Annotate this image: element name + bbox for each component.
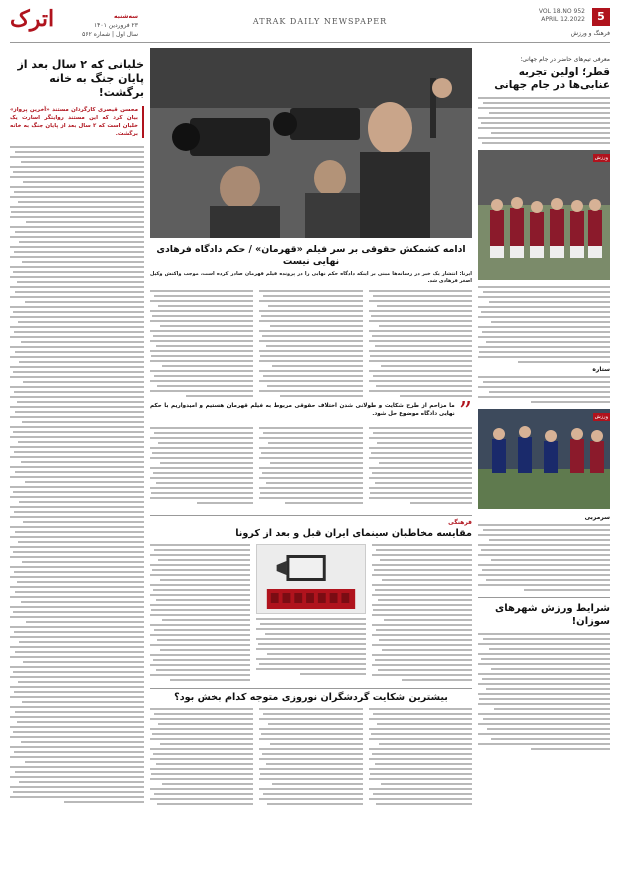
sport-photo-2-tag: ورزش xyxy=(594,414,608,420)
cinema-body xyxy=(150,544,472,684)
left-lead: محسن قیصری کارگردان مستند «آخرین پرواز» بیان کرد که این مستند روایتگر اسارت یک خلبان است که ۲ سال بعد از پایان جنگ به خانه برگشت. xyxy=(10,107,138,137)
sport-photo-1 xyxy=(478,150,610,280)
cinema-section xyxy=(150,515,472,684)
section-label: فرهنگ و ورزش xyxy=(570,30,610,37)
sport-photo-1-tag: ورزش xyxy=(594,155,608,161)
second-body-columns xyxy=(150,427,472,509)
cinema-body-col-1 xyxy=(372,544,472,684)
logo-box xyxy=(10,6,140,40)
right-sub-2: سرمربی xyxy=(584,514,610,521)
cinema-illustration xyxy=(257,545,365,614)
cinema-headline: مقایسه مخاطبان سینمای ایران قبل و بعد از کرونا xyxy=(235,528,472,539)
tourism-headline: بیشترین شکایت گردشگران نوروزی متوجه کدام بخش بود؟ xyxy=(174,692,448,703)
issue-date xyxy=(68,12,138,39)
pull-quote-text: ما مزاحم از طرح شکایت و طولانی شدن اختلاف حقوقی مربوط به فیلم قهرمان هستیم و امیدواریم با حکم نهایی دادگاه موضوع حل شود. xyxy=(150,403,455,417)
right-lead-text xyxy=(478,97,610,144)
newspaper-logo: اترک xyxy=(10,6,55,32)
tourism-body xyxy=(150,708,472,808)
main-body-col-2 xyxy=(259,290,362,398)
right-body-2 xyxy=(478,376,610,403)
football-team-image xyxy=(478,150,610,280)
masthead-rule xyxy=(10,42,610,43)
tourism-body-col-1 xyxy=(369,708,472,808)
sport-photo-2 xyxy=(478,409,610,509)
issue-date-fa: ۲۳ فروردین ۱۴۰۱ xyxy=(93,22,138,29)
match-image xyxy=(478,409,610,509)
date-english: APRIL 12.2022 xyxy=(541,16,585,23)
right-divider xyxy=(478,597,610,598)
volume-info xyxy=(539,8,585,24)
main-headline: ادامه کشمکش حقوقی بر سر فیلم «قهرمان» / حکم دادگاه فرهادی نهایی نیست xyxy=(156,244,466,267)
cinema-image xyxy=(256,544,366,614)
page-number-badge: 5 xyxy=(592,8,610,26)
issue-weekday: سه‌شنبه xyxy=(114,13,138,20)
main-body-columns xyxy=(150,290,472,398)
second-body-col-2 xyxy=(259,427,362,509)
left-body-text xyxy=(10,146,144,803)
main-lead: ایرنا: انتشار یک خبر در رسانه‌ها مبنی بر اینکه دادگاه حکم نهایی را در پرونده فیلم قهرمان صادر کرده است، موجب واکنش وکیل اصغر فرهادی شد. xyxy=(150,271,472,284)
main-body-col-1 xyxy=(369,290,472,398)
right-body-1 xyxy=(478,286,610,363)
right-body-3 xyxy=(478,524,610,591)
left-column xyxy=(10,48,144,878)
right-sub-1: ستاره xyxy=(592,366,610,373)
right-column xyxy=(478,48,610,878)
main-photo xyxy=(150,48,472,238)
right-bottom-headline: شرایط ورزش شهرهای سوزان! xyxy=(495,603,610,627)
tourism-body-col-2 xyxy=(259,708,362,808)
right-body-4 xyxy=(478,633,610,750)
issue-number: سال اول | شماره ۵۶۲ xyxy=(82,31,138,38)
cinema-tag: فرهنگی xyxy=(448,519,472,526)
center-column xyxy=(150,48,472,878)
cinema-body-col-3 xyxy=(150,544,250,684)
second-body-col-1 xyxy=(369,427,472,509)
volume-number: VOL 18.NO 952 xyxy=(538,8,585,15)
camera-crew-illustration xyxy=(150,48,472,238)
main-body-col-3 xyxy=(150,290,253,398)
left-lead-box xyxy=(10,106,144,138)
paper-name: ATRAK DAILY NEWSPAPER xyxy=(252,17,388,26)
cinema-photo xyxy=(256,544,366,684)
pull-quote xyxy=(150,397,472,427)
cinema-body-col-2 xyxy=(256,618,366,675)
left-headline: خلبانی که ۲ سال بعد از پایان جنگ به خانه برگشت! xyxy=(17,58,144,99)
second-body-col-3 xyxy=(150,427,253,509)
quote-icon: ” xyxy=(458,397,472,427)
masthead xyxy=(10,6,610,40)
tourism-body-col-3 xyxy=(150,708,253,808)
right-kicker: معرفی تیم‌های حاضر در جام جهانی؛ xyxy=(520,56,610,63)
tourism-section xyxy=(150,688,472,808)
right-headline: قطر؛ اولین تجربه عنابی‌ها در جام جهانی xyxy=(494,66,610,91)
